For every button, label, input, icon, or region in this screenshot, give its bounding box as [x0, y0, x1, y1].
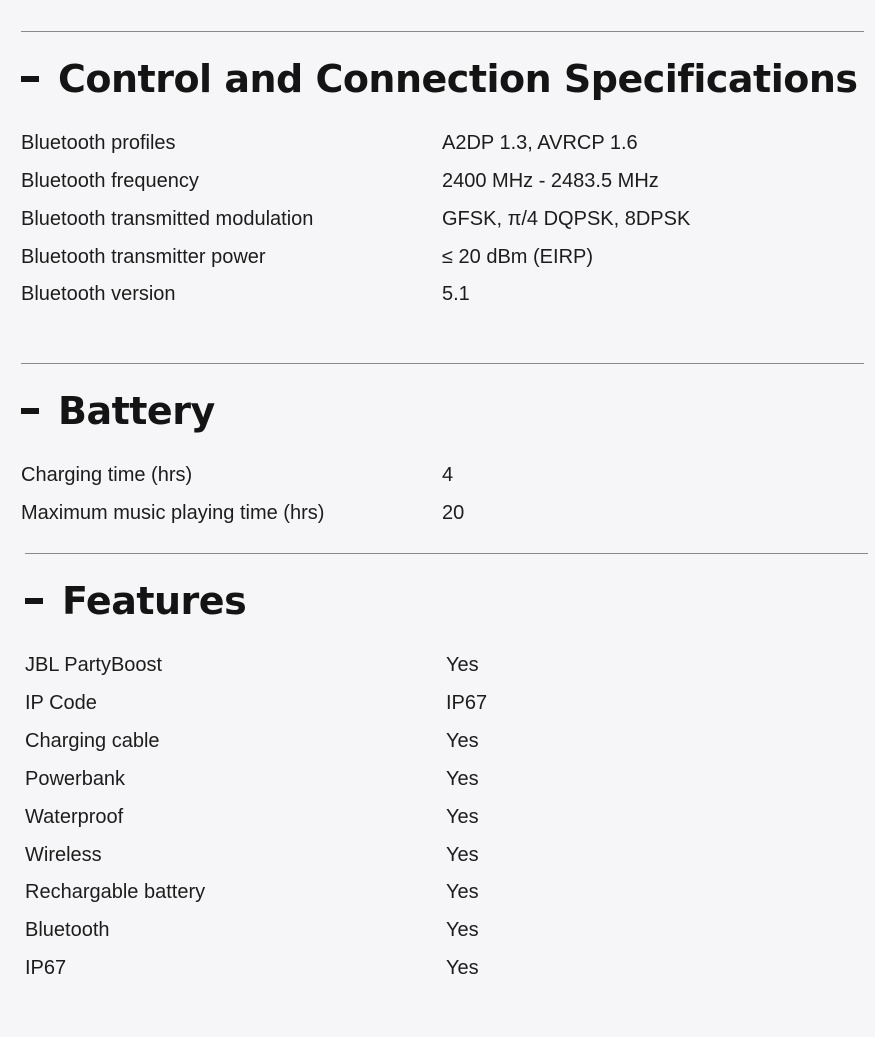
spec-row — [25, 836, 825, 874]
spec-value: A2DP 1.3, AVRCP 1.6 — [442, 132, 638, 154]
spec-label: Powerbank — [25, 768, 126, 790]
spec-value: 20 — [442, 502, 465, 524]
spec-row — [21, 275, 821, 313]
spec-row — [25, 760, 825, 798]
section-divider — [25, 553, 868, 554]
spec-value: 4 — [442, 464, 454, 486]
spec-label: Charging time (hrs) — [21, 464, 193, 486]
spec-label: JBL PartyBoost — [25, 654, 163, 676]
collapse-dash-icon — [25, 598, 43, 604]
spec-value: Yes — [446, 806, 479, 828]
spec-label: Bluetooth transmitter power — [21, 246, 266, 268]
spec-value: GFSK, π/4 DQPSK, 8DPSK — [442, 208, 691, 230]
spec-row — [25, 949, 825, 987]
spec-row — [21, 456, 821, 494]
spec-row — [21, 238, 821, 276]
spec-row — [25, 722, 825, 760]
spec-value: IP67 — [446, 692, 488, 714]
spec-row — [21, 494, 821, 532]
spec-row — [25, 873, 825, 911]
spec-label: Bluetooth — [25, 919, 110, 941]
section-title-text: Control and Connection Specifications — [58, 57, 858, 101]
spec-value: Yes — [446, 768, 479, 790]
spec-label: Rechargable battery — [25, 881, 206, 903]
section-title-battery[interactable] — [21, 388, 215, 434]
section-title-text: Features — [62, 579, 247, 623]
spec-value: ≤ 20 dBm (EIRP) — [442, 246, 594, 268]
spec-row — [25, 911, 825, 949]
spec-label: Waterproof — [25, 806, 124, 828]
spec-value: 5.1 — [442, 283, 470, 305]
spec-value: 2400 MHz - 2483.5 MHz — [442, 170, 659, 192]
spec-value: Yes — [446, 654, 479, 676]
spec-label: Wireless — [25, 844, 102, 866]
section-title-text: Battery — [58, 389, 215, 433]
spec-value: Yes — [446, 844, 479, 866]
spec-value: Yes — [446, 881, 479, 903]
spec-row — [21, 124, 821, 162]
section-title-control-connection[interactable] — [21, 56, 858, 102]
spec-label: IP67 — [25, 957, 67, 979]
spec-label: IP Code — [25, 692, 97, 714]
spec-value: Yes — [446, 957, 479, 979]
spec-label: Bluetooth version — [21, 283, 176, 305]
spec-label: Bluetooth profiles — [21, 132, 176, 154]
section-divider — [21, 31, 864, 32]
spec-label: Bluetooth transmitted modulation — [21, 208, 314, 230]
spec-row — [21, 200, 821, 238]
spec-row — [25, 684, 825, 722]
spec-row — [21, 162, 821, 200]
spec-label: Charging cable — [25, 730, 160, 752]
spec-value: Yes — [446, 919, 479, 941]
spec-label: Maximum music playing time (hrs) — [21, 502, 325, 524]
collapse-dash-icon — [21, 408, 39, 414]
spec-row — [25, 646, 825, 684]
spec-label: Bluetooth frequency — [21, 170, 199, 192]
spec-row — [25, 798, 825, 836]
spec-value: Yes — [446, 730, 479, 752]
collapse-dash-icon — [21, 76, 39, 82]
section-divider — [21, 363, 864, 364]
section-title-features[interactable] — [25, 578, 246, 624]
